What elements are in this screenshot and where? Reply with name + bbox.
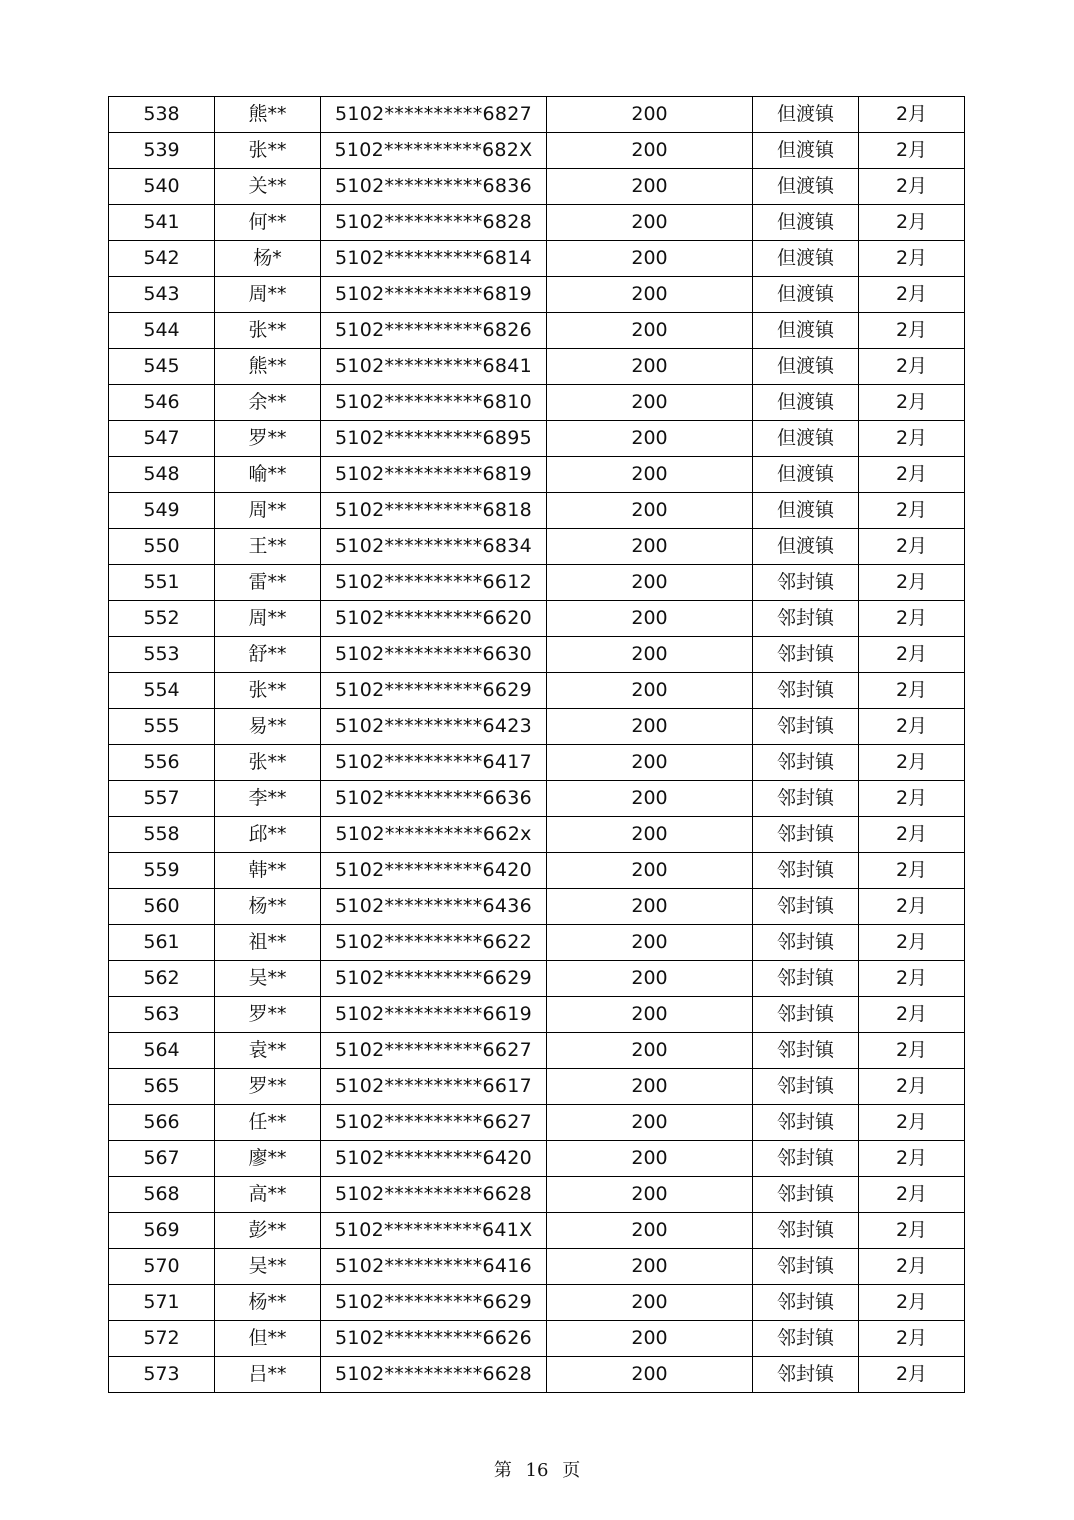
- id-number-cell: 5102**********6627: [321, 1033, 547, 1069]
- amount-cell: 200: [547, 385, 753, 421]
- town-cell: 但渡镇: [753, 349, 859, 385]
- name-cell: 韩**: [215, 853, 321, 889]
- amount-cell: 200: [547, 853, 753, 889]
- id-number-cell: 5102**********641X: [321, 1213, 547, 1249]
- month-cell: 2月: [859, 1069, 965, 1105]
- table-row: [109, 1357, 965, 1393]
- id-number-cell: 5102**********6626: [321, 1321, 547, 1357]
- table-row: [109, 241, 965, 277]
- month-cell: 2月: [859, 1177, 965, 1213]
- town-cell: 但渡镇: [753, 421, 859, 457]
- subsidy-roster-table: [108, 96, 965, 1393]
- id-number-cell: 5102**********6629: [321, 1285, 547, 1321]
- name-cell: 舒**: [215, 637, 321, 673]
- name-cell: 杨**: [215, 1285, 321, 1321]
- amount-cell: 200: [547, 313, 753, 349]
- amount-cell: 200: [547, 421, 753, 457]
- serial-number-cell: 561: [109, 925, 215, 961]
- id-number-cell: 5102**********6420: [321, 853, 547, 889]
- amount-cell: 200: [547, 205, 753, 241]
- town-cell: 邻封镇: [753, 925, 859, 961]
- id-number-cell: 5102**********6622: [321, 925, 547, 961]
- table-row: [109, 745, 965, 781]
- serial-number-cell: 555: [109, 709, 215, 745]
- town-cell: 邻封镇: [753, 1033, 859, 1069]
- town-cell: 邻封镇: [753, 1069, 859, 1105]
- month-cell: 2月: [859, 313, 965, 349]
- serial-number-cell: 563: [109, 997, 215, 1033]
- table-row: [109, 169, 965, 205]
- table-row: [109, 853, 965, 889]
- id-number-cell: 5102**********6818: [321, 493, 547, 529]
- table-row: [109, 709, 965, 745]
- name-cell: 杨**: [215, 889, 321, 925]
- name-cell: 余**: [215, 385, 321, 421]
- serial-number-cell: 542: [109, 241, 215, 277]
- id-number-cell: 5102**********6834: [321, 529, 547, 565]
- amount-cell: 200: [547, 133, 753, 169]
- page-footer: [0, 1456, 1074, 1482]
- serial-number-cell: 538: [109, 97, 215, 133]
- id-number-cell: 5102**********6423: [321, 709, 547, 745]
- name-cell: 廖**: [215, 1141, 321, 1177]
- serial-number-cell: 554: [109, 673, 215, 709]
- town-cell: 邻封镇: [753, 637, 859, 673]
- name-cell: 王**: [215, 529, 321, 565]
- id-number-cell: 5102**********6836: [321, 169, 547, 205]
- id-number-cell: 5102**********6819: [321, 277, 547, 313]
- serial-number-cell: 543: [109, 277, 215, 313]
- table-row: [109, 1249, 965, 1285]
- amount-cell: 200: [547, 817, 753, 853]
- month-cell: 2月: [859, 169, 965, 205]
- name-cell: 关**: [215, 169, 321, 205]
- month-cell: 2月: [859, 1249, 965, 1285]
- month-cell: 2月: [859, 745, 965, 781]
- table-row: [109, 997, 965, 1033]
- amount-cell: 200: [547, 1177, 753, 1213]
- amount-cell: 200: [547, 1069, 753, 1105]
- month-cell: 2月: [859, 205, 965, 241]
- month-cell: 2月: [859, 1321, 965, 1357]
- id-number-cell: 5102**********6814: [321, 241, 547, 277]
- id-number-cell: 5102**********6620: [321, 601, 547, 637]
- name-cell: 吴**: [215, 961, 321, 997]
- id-number-cell: 5102**********6627: [321, 1105, 547, 1141]
- table-row: [109, 349, 965, 385]
- serial-number-cell: 565: [109, 1069, 215, 1105]
- name-cell: 张**: [215, 745, 321, 781]
- name-cell: 吕**: [215, 1357, 321, 1393]
- table-row: [109, 673, 965, 709]
- serial-number-cell: 541: [109, 205, 215, 241]
- town-cell: 邻封镇: [753, 1285, 859, 1321]
- amount-cell: 200: [547, 241, 753, 277]
- id-number-cell: 5102**********682X: [321, 133, 547, 169]
- amount-cell: 200: [547, 1321, 753, 1357]
- month-cell: 2月: [859, 889, 965, 925]
- table-row: [109, 457, 965, 493]
- table-row: [109, 385, 965, 421]
- month-cell: 2月: [859, 1033, 965, 1069]
- table-row: [109, 1213, 965, 1249]
- town-cell: 邻封镇: [753, 565, 859, 601]
- town-cell: 邻封镇: [753, 1105, 859, 1141]
- name-cell: 但**: [215, 1321, 321, 1357]
- name-cell: 李**: [215, 781, 321, 817]
- month-cell: 2月: [859, 421, 965, 457]
- id-number-cell: 5102**********6841: [321, 349, 547, 385]
- amount-cell: 200: [547, 889, 753, 925]
- id-number-cell: 5102**********6628: [321, 1357, 547, 1393]
- month-cell: 2月: [859, 1357, 965, 1393]
- id-number-cell: 5102**********6895: [321, 421, 547, 457]
- amount-cell: 200: [547, 709, 753, 745]
- month-cell: 2月: [859, 709, 965, 745]
- table-row: [109, 961, 965, 997]
- name-cell: 祖**: [215, 925, 321, 961]
- serial-number-cell: 568: [109, 1177, 215, 1213]
- amount-cell: 200: [547, 457, 753, 493]
- serial-number-cell: 552: [109, 601, 215, 637]
- serial-number-cell: 560: [109, 889, 215, 925]
- roster-table-body: [109, 97, 965, 1393]
- table-row: [109, 133, 965, 169]
- serial-number-cell: 571: [109, 1285, 215, 1321]
- month-cell: 2月: [859, 673, 965, 709]
- table-row: [109, 421, 965, 457]
- town-cell: 邻封镇: [753, 1213, 859, 1249]
- serial-number-cell: 546: [109, 385, 215, 421]
- amount-cell: 200: [547, 673, 753, 709]
- name-cell: 罗**: [215, 1069, 321, 1105]
- name-cell: 易**: [215, 709, 321, 745]
- amount-cell: 200: [547, 169, 753, 205]
- id-number-cell: 5102**********6416: [321, 1249, 547, 1285]
- amount-cell: 200: [547, 997, 753, 1033]
- footer-suffix: 页: [562, 1460, 581, 1481]
- month-cell: 2月: [859, 493, 965, 529]
- town-cell: 但渡镇: [753, 241, 859, 277]
- name-cell: 罗**: [215, 421, 321, 457]
- month-cell: 2月: [859, 925, 965, 961]
- month-cell: 2月: [859, 961, 965, 997]
- town-cell: 邻封镇: [753, 781, 859, 817]
- name-cell: 雷**: [215, 565, 321, 601]
- serial-number-cell: 545: [109, 349, 215, 385]
- town-cell: 但渡镇: [753, 133, 859, 169]
- name-cell: 高**: [215, 1177, 321, 1213]
- id-number-cell: 5102**********6417: [321, 745, 547, 781]
- id-number-cell: 5102**********6628: [321, 1177, 547, 1213]
- amount-cell: 200: [547, 1141, 753, 1177]
- id-number-cell: 5102**********6612: [321, 565, 547, 601]
- serial-number-cell: 569: [109, 1213, 215, 1249]
- table-row: [109, 817, 965, 853]
- town-cell: 邻封镇: [753, 889, 859, 925]
- name-cell: 何**: [215, 205, 321, 241]
- id-number-cell: 5102**********6420: [321, 1141, 547, 1177]
- table-row: [109, 1105, 965, 1141]
- town-cell: 邻封镇: [753, 853, 859, 889]
- month-cell: 2月: [859, 997, 965, 1033]
- table-row: [109, 565, 965, 601]
- town-cell: 邻封镇: [753, 961, 859, 997]
- town-cell: 邻封镇: [753, 1141, 859, 1177]
- id-number-cell: 5102**********662x: [321, 817, 547, 853]
- amount-cell: 200: [547, 601, 753, 637]
- town-cell: 邻封镇: [753, 745, 859, 781]
- month-cell: 2月: [859, 817, 965, 853]
- table-row: [109, 601, 965, 637]
- id-number-cell: 5102**********6617: [321, 1069, 547, 1105]
- id-number-cell: 5102**********6619: [321, 997, 547, 1033]
- name-cell: 熊**: [215, 97, 321, 133]
- amount-cell: 200: [547, 529, 753, 565]
- amount-cell: 200: [547, 1033, 753, 1069]
- month-cell: 2月: [859, 385, 965, 421]
- month-cell: 2月: [859, 529, 965, 565]
- amount-cell: 200: [547, 1105, 753, 1141]
- town-cell: 邻封镇: [753, 997, 859, 1033]
- month-cell: 2月: [859, 853, 965, 889]
- month-cell: 2月: [859, 1141, 965, 1177]
- town-cell: 邻封镇: [753, 709, 859, 745]
- serial-number-cell: 553: [109, 637, 215, 673]
- table-row: [109, 637, 965, 673]
- id-number-cell: 5102**********6636: [321, 781, 547, 817]
- name-cell: 袁**: [215, 1033, 321, 1069]
- amount-cell: 200: [547, 1357, 753, 1393]
- serial-number-cell: 562: [109, 961, 215, 997]
- table-row: [109, 529, 965, 565]
- serial-number-cell: 556: [109, 745, 215, 781]
- town-cell: 但渡镇: [753, 169, 859, 205]
- serial-number-cell: 550: [109, 529, 215, 565]
- month-cell: 2月: [859, 457, 965, 493]
- town-cell: 但渡镇: [753, 529, 859, 565]
- page-number: 16: [525, 1460, 549, 1481]
- table-row: [109, 1321, 965, 1357]
- month-cell: 2月: [859, 277, 965, 313]
- serial-number-cell: 540: [109, 169, 215, 205]
- id-number-cell: 5102**********6826: [321, 313, 547, 349]
- name-cell: 张**: [215, 313, 321, 349]
- town-cell: 邻封镇: [753, 1321, 859, 1357]
- table-row: [109, 1177, 965, 1213]
- month-cell: 2月: [859, 601, 965, 637]
- town-cell: 但渡镇: [753, 457, 859, 493]
- table-row: [109, 925, 965, 961]
- table-row: [109, 277, 965, 313]
- serial-number-cell: 559: [109, 853, 215, 889]
- month-cell: 2月: [859, 637, 965, 673]
- month-cell: 2月: [859, 1285, 965, 1321]
- name-cell: 周**: [215, 277, 321, 313]
- table-row: [109, 493, 965, 529]
- serial-number-cell: 547: [109, 421, 215, 457]
- table-row: [109, 1285, 965, 1321]
- serial-number-cell: 549: [109, 493, 215, 529]
- amount-cell: 200: [547, 781, 753, 817]
- table-row: [109, 889, 965, 925]
- name-cell: 喻**: [215, 457, 321, 493]
- amount-cell: 200: [547, 1285, 753, 1321]
- amount-cell: 200: [547, 565, 753, 601]
- name-cell: 熊**: [215, 349, 321, 385]
- month-cell: 2月: [859, 781, 965, 817]
- serial-number-cell: 564: [109, 1033, 215, 1069]
- month-cell: 2月: [859, 1105, 965, 1141]
- serial-number-cell: 573: [109, 1357, 215, 1393]
- amount-cell: 200: [547, 1213, 753, 1249]
- town-cell: 邻封镇: [753, 673, 859, 709]
- amount-cell: 200: [547, 925, 753, 961]
- table-row: [109, 1033, 965, 1069]
- serial-number-cell: 544: [109, 313, 215, 349]
- town-cell: 邻封镇: [753, 1177, 859, 1213]
- id-number-cell: 5102**********6810: [321, 385, 547, 421]
- serial-number-cell: 570: [109, 1249, 215, 1285]
- table-row: [109, 313, 965, 349]
- serial-number-cell: 557: [109, 781, 215, 817]
- amount-cell: 200: [547, 97, 753, 133]
- month-cell: 2月: [859, 241, 965, 277]
- id-number-cell: 5102**********6827: [321, 97, 547, 133]
- serial-number-cell: 558: [109, 817, 215, 853]
- amount-cell: 200: [547, 745, 753, 781]
- name-cell: 吴**: [215, 1249, 321, 1285]
- id-number-cell: 5102**********6828: [321, 205, 547, 241]
- month-cell: 2月: [859, 133, 965, 169]
- name-cell: 任**: [215, 1105, 321, 1141]
- town-cell: 但渡镇: [753, 493, 859, 529]
- amount-cell: 200: [547, 493, 753, 529]
- serial-number-cell: 567: [109, 1141, 215, 1177]
- serial-number-cell: 566: [109, 1105, 215, 1141]
- name-cell: 杨*: [215, 241, 321, 277]
- amount-cell: 200: [547, 961, 753, 997]
- id-number-cell: 5102**********6630: [321, 637, 547, 673]
- month-cell: 2月: [859, 1213, 965, 1249]
- month-cell: 2月: [859, 97, 965, 133]
- amount-cell: 200: [547, 349, 753, 385]
- town-cell: 邻封镇: [753, 1249, 859, 1285]
- name-cell: 张**: [215, 673, 321, 709]
- amount-cell: 200: [547, 277, 753, 313]
- month-cell: 2月: [859, 565, 965, 601]
- name-cell: 周**: [215, 601, 321, 637]
- serial-number-cell: 551: [109, 565, 215, 601]
- name-cell: 邱**: [215, 817, 321, 853]
- table-row: [109, 97, 965, 133]
- town-cell: 但渡镇: [753, 385, 859, 421]
- name-cell: 罗**: [215, 997, 321, 1033]
- serial-number-cell: 548: [109, 457, 215, 493]
- footer-prefix: 第: [493, 1460, 512, 1481]
- town-cell: 邻封镇: [753, 601, 859, 637]
- table-row: [109, 205, 965, 241]
- town-cell: 但渡镇: [753, 277, 859, 313]
- table-row: [109, 1141, 965, 1177]
- amount-cell: 200: [547, 1249, 753, 1285]
- name-cell: 张**: [215, 133, 321, 169]
- town-cell: 但渡镇: [753, 97, 859, 133]
- id-number-cell: 5102**********6436: [321, 889, 547, 925]
- serial-number-cell: 572: [109, 1321, 215, 1357]
- town-cell: 但渡镇: [753, 313, 859, 349]
- table-row: [109, 781, 965, 817]
- id-number-cell: 5102**********6629: [321, 673, 547, 709]
- month-cell: 2月: [859, 349, 965, 385]
- town-cell: 邻封镇: [753, 1357, 859, 1393]
- id-number-cell: 5102**********6629: [321, 961, 547, 997]
- name-cell: 周**: [215, 493, 321, 529]
- town-cell: 邻封镇: [753, 817, 859, 853]
- name-cell: 彭**: [215, 1213, 321, 1249]
- table-row: [109, 1069, 965, 1105]
- town-cell: 但渡镇: [753, 205, 859, 241]
- id-number-cell: 5102**********6819: [321, 457, 547, 493]
- serial-number-cell: 539: [109, 133, 215, 169]
- amount-cell: 200: [547, 637, 753, 673]
